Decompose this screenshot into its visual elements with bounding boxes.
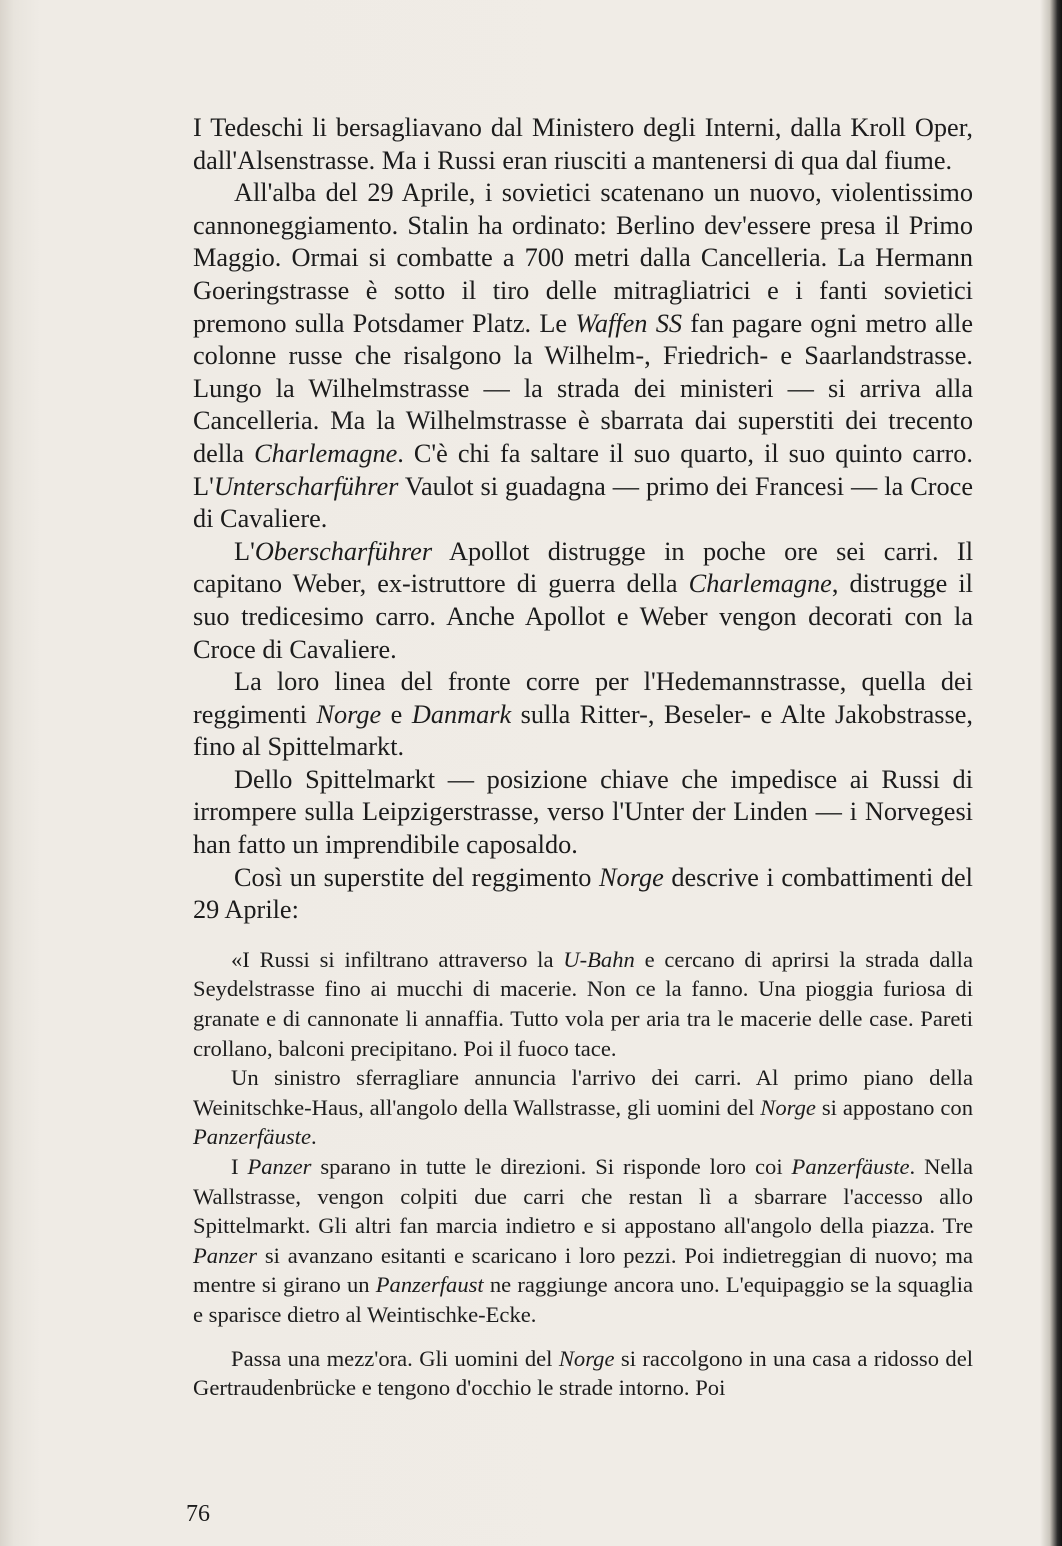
quote-paragraph-1: «I Russi si infiltrano attraverso la U-Bahn e cercano di aprirsi la strada dalla Seydelstrasse fino ai mucchi di macerie. Non ce la fanno. Una pioggia furiosa di granate e di cannonate li annaffia. Tutto vola per aria tra le macerie delle case. Pareti crollano, balconi precipitano. Poi il fuoco tace. (193, 946, 973, 1061)
italic-term: Panzerfäuste (193, 1124, 311, 1150)
italic-term: Panzerfäuste (791, 1154, 910, 1179)
paragraph-1: I Tedeschi li bersagliavano dal Ministero degli Interni, dalla Kroll Oper, dall'Alsenstrasse. Ma i Russi eran riusciti a mantenersi di qua dal fiume. (193, 113, 973, 175)
italic-term: Panzer (247, 1154, 312, 1179)
text-body (193, 112, 973, 1403)
quote-paragraph-4: Passa una mezz'ora. Gli uomini del Norge si raccolgono in una casa a ridosso del Gertraudenbrücke e tengono d'occhio le strade intorno. Poi (193, 1345, 973, 1401)
italic-term: Norge (558, 1345, 615, 1371)
paragraph-6: Così un superstite del reggimento Norge descrive i combattimenti del 29 Aprile: (193, 862, 973, 925)
italic-term: Danmark (411, 699, 512, 729)
paragraph-3: L'Oberscharführer Apollot distrugge in poche ore sei carri. Il capitano Weber, ex-istruttore di guerra della Charlemagne, distrugge il suo tredicesimo carro. Anche Apollot e Weber vengon decorati con la Croce di Cavaliere. (193, 536, 973, 664)
paragraph-4: La loro linea del fronte corre per l'Hedemannstrasse, quella dei reggimenti Norge e Danmark sulla Ritter-, Beseler- e Alte Jakobstrasse, fino al Spittelmarkt. (193, 667, 974, 762)
italic-term: Norge (599, 862, 664, 892)
italic-term: Norge (316, 699, 382, 729)
italic-term: Charlemagne (254, 438, 398, 468)
quote-paragraph-3: I Panzer sparano in tutte le direzioni. Si risponde loro coi Panzerfäuste. Nella Wallstrasse, vengon colpiti due carri che restan lì a sbarrare l'accesso allo Spittelmarkt. Gli altri fan marcia indietro e si appostano all'angolo della piazza. Tre Panzer si avanzano esitanti e scaricano i loro pezzi. Poi indietreggian di nuovo; ma mentre si girano un Panzerfaust ne raggiunge ancora uno. L'equipaggio se la squaglia e sparisce dietro al Weintischke-Ecke. (193, 1154, 973, 1327)
italic-term: U-Bahn (563, 946, 635, 972)
italic-term: Unterscharführer (213, 471, 399, 501)
quote-paragraph-2: Un sinistro sferragliare annuncia l'arrivo dei carri. Al primo piano della Weinitschke-Haus, all'angolo della Wallstrasse, gli uomini del Norge si appostano con Panzerfäuste. (193, 1065, 973, 1150)
italic-term: Panzer (193, 1242, 258, 1268)
italic-term: Norge (760, 1094, 816, 1120)
paragraph-5: Dello Spittelmarkt — posizione chiave che impedisce ai Russi di irrompere sulla Leipzigerstrasse, verso l'Unter der Linden — i Norvegesi han fatto un imprendibile caposaldo. (193, 764, 973, 860)
italic-term: Charlemagne (688, 569, 832, 599)
italic-term: Oberscharführer (254, 536, 433, 566)
page-edge-shadow (1040, 0, 1062, 1546)
italic-term: Panzerfaust (375, 1272, 484, 1298)
page-number: 76 (186, 1501, 210, 1527)
main-text (193, 112, 973, 927)
paragraph-2: All'alba del 29 Aprile, i sovietici scatenano un nuovo, violentissimo cannoneggiamento. Stalin ha ordinato: Berlino dev'essere presa il Primo Maggio. Ormai si combatte a 700 metri dalla Cancelleria. La Hermann Goeringstrasse è sotto il tiro delle mitragliatrici e i fanti sovietici premono sulla Potsdamer Platz. Le Waffen SS fan pagare ogni metro alle colonne russe che risalgono la Wilhelm-, Friedrich- e Saarlandstrasse. Lungo la Wilhelmstrasse — la strada dei ministeri — si arriva alla Cancelleria. Ma la Wilhelmstrasse è sbarrata dai superstiti dei trecento della Charlemagne. C'è chi fa saltare il suo quarto, il suo quinto carro. L'Unterscharführer Vaulot si guadagna — primo dei Francesi — la Croce di Cavaliere. (193, 178, 973, 534)
block-quote (193, 945, 973, 1403)
italic-term: Waffen SS (575, 308, 682, 338)
